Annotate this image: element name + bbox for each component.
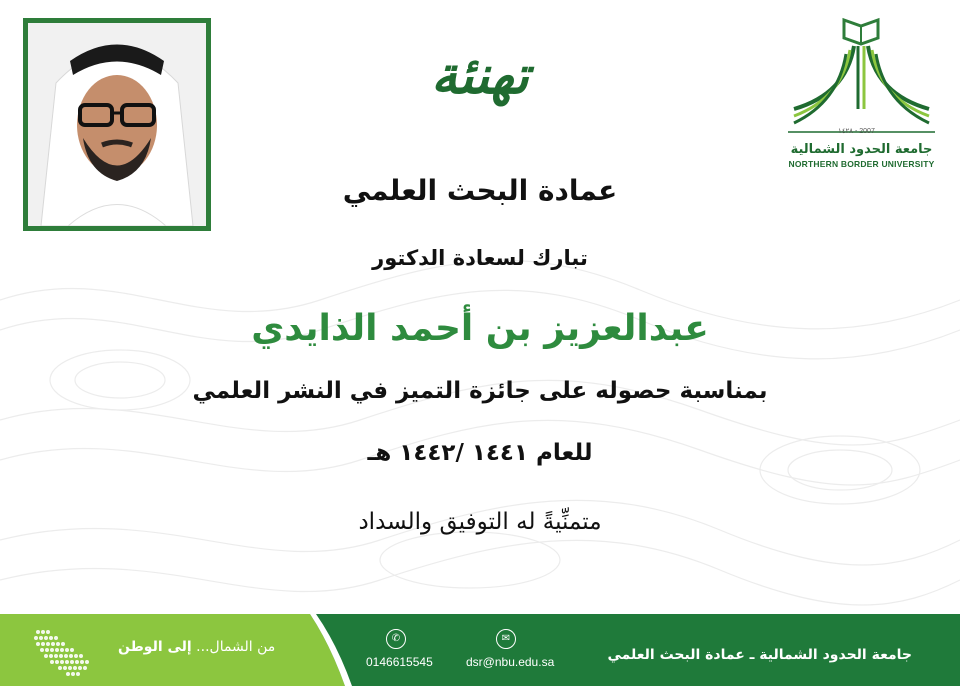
university-logo (784, 14, 939, 174)
email-address[interactable]: dsr@nbu.edu.sa (466, 655, 555, 669)
wishes-line: متمنِّيةً له التوفيق والسداد (358, 509, 602, 535)
year-line: للعام ١٤٤١ /١٤٤٢ هـ (367, 440, 593, 466)
logo-founding-year: ١٤٢٨ - 2007 (838, 128, 875, 135)
congratulations-calligraphy: تهنئة (431, 45, 529, 106)
phone-icon: ✆ (386, 629, 406, 649)
occasion-line: بمناسبة حصوله على جائزة التميز في النشر العلمي (192, 378, 768, 404)
slogan-start: من الشمال... (196, 639, 276, 655)
footer-slogan (118, 639, 275, 655)
phone-number[interactable]: 0146615545 (366, 655, 433, 669)
saudi-map-icon (28, 624, 96, 678)
congrats-line: تبارك لسعادة الدكتور (372, 246, 588, 270)
slogan-end: إلى الوطن (118, 639, 192, 655)
footer-bar (0, 614, 960, 686)
email-icon: ✉ (496, 629, 516, 649)
university-name-english: NORTHERN BORDER UNIVERSITY (788, 159, 935, 169)
honoree-name: عبدالعزيز بن أحمد الذايدي (251, 308, 709, 349)
deanship-title: عمادة البحث العلمي (342, 174, 618, 207)
university-name-arabic: جامعة الحدود الشمالية (790, 142, 933, 157)
university-emblem-icon (784, 14, 939, 139)
footer-organization: جامعة الحدود الشمالية ـ عمادة البحث العلمي (607, 647, 912, 663)
